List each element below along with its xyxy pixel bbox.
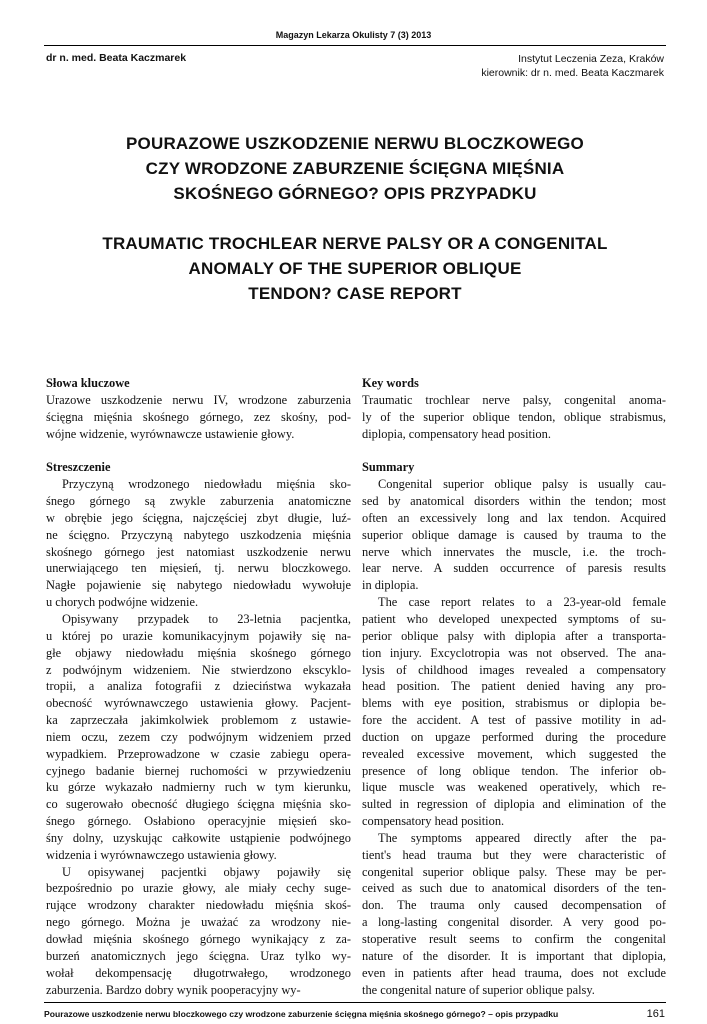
section-gap bbox=[362, 442, 666, 459]
right-column bbox=[362, 375, 666, 998]
text-line: śny dolny, uzyskując całkowite ustąpienie podwójnego bbox=[46, 830, 351, 845]
text-line: głe objawy niedowładu mięśnia skośnego górnego bbox=[46, 645, 351, 660]
text-line: tropii, a analiza fotografii z dzieciństwa wykazała bbox=[46, 679, 351, 694]
text-line: u chorych podwójne widzenie. bbox=[46, 595, 199, 610]
title-english-line: ANOMALY OF THE SUPERIOR OBLIQUE bbox=[188, 259, 522, 278]
text-line: tion injury. Excyclotropia was not observed. The ana- bbox=[362, 645, 666, 660]
text-line: blems with eye position, strabismus or diplopia be- bbox=[362, 696, 666, 711]
title-polish bbox=[50, 131, 660, 206]
text-line: often an excessively long and lax tendon. Acquired bbox=[362, 510, 666, 525]
keywords-line: ścięgna mięśnia skośnego górnego, zez skośny, pod- bbox=[46, 409, 351, 424]
summary-paragraph bbox=[46, 864, 351, 999]
affiliation-institute: Instytut Leczenia Zeza, Kraków bbox=[518, 53, 664, 65]
author-name: dr n. med. Beata Kaczmarek bbox=[46, 52, 187, 64]
text-line: w obrębie jego ścięgna, najczęściej zbyt długie, luź- bbox=[46, 510, 351, 525]
text-line: obecność wyrównawczego ustawienia głowy. Pacjent- bbox=[46, 696, 351, 711]
text-line: śnego górnego. Osłabiono operacyjnie mięsień sko- bbox=[46, 814, 351, 829]
running-title: Pourazowe uszkodzenie nerwu bloczkowego czy wrodzone zaburzenie ścięgna mięśnia skośnego górnego? – opis przypadku bbox=[44, 1009, 559, 1019]
title-polish-line: POURAZOWE USZKODZENIE NERWU BLOCZKOWEGO bbox=[126, 134, 584, 153]
text-line: bezpośrednio po urazie głowy, ale miały cechy suge- bbox=[46, 881, 351, 896]
text-line: The symptoms appeared directly after the pa- bbox=[378, 830, 666, 845]
text-line: co sugerowało obecność długiego ścięgna mięśnia sko- bbox=[46, 797, 351, 812]
text-line: wołał dekompensację długotrwałego, wrodzonego bbox=[46, 965, 351, 980]
keywords-heading: Słowa kluczowe bbox=[46, 376, 130, 390]
text-line: tient's head trauma but they were characteristic of bbox=[362, 847, 666, 862]
text-line: lysis of childhood images revealed a compensatory bbox=[362, 662, 666, 677]
text-line: duction on upgaze performed during the procedure bbox=[362, 729, 666, 744]
text-line: u której po urazie komunikacyjnym pojawiły się na- bbox=[46, 628, 351, 643]
text-line: congenital superior oblique palsy. These may be per- bbox=[362, 864, 666, 879]
text-line: nature of the disorder. It is important that diplopia, bbox=[362, 948, 666, 963]
text-line: The case report relates to a 23-year-old female bbox=[378, 595, 666, 610]
keywords-line: ly of the superior oblique tendon, oblique strabismus, bbox=[362, 409, 666, 424]
left-column bbox=[46, 375, 351, 998]
affiliation bbox=[481, 52, 664, 80]
text-line: ka zaprzeczała jakimkolwiek problemom z ustawie- bbox=[46, 713, 351, 728]
text-line: Nagłe pojawienie się nabytego niedowładu wywołuje bbox=[46, 578, 351, 593]
text-line: lique muscle was weakened operatively, which re- bbox=[362, 780, 666, 795]
text-line: sulted in regression of diplopia and elimination of the bbox=[362, 797, 666, 812]
text-line: U opisywanej pacjentki objawy pojawiły się bbox=[62, 864, 351, 879]
text-line: niem oczu, zezem czy podwójnym widzeniem przed bbox=[46, 729, 351, 744]
text-line: dowład mięśnia skośnego górnego wynikający z za- bbox=[46, 932, 351, 946]
text-line: Congenital superior oblique palsy is usually cau- bbox=[378, 477, 666, 492]
text-line: skośnego górnego jest natomiast uszkodzenie nerwu bbox=[46, 544, 351, 559]
summary-heading: Summary bbox=[362, 460, 415, 475]
text-line: presence of long oblique tendon. The inferior ob- bbox=[362, 763, 666, 778]
text-line: a long-lasting congenital disorder. A very good po- bbox=[362, 915, 666, 930]
text-line: ne ścięgno. Przyczyną nabytego uszkodzenia mięśnia bbox=[46, 527, 351, 542]
text-line: nego górnego. Można je uważać za wrodzony nie- bbox=[46, 915, 351, 930]
summary-paragraph bbox=[46, 476, 351, 611]
footer-rule bbox=[44, 1002, 666, 1003]
summary-paragraph bbox=[362, 830, 666, 998]
summary-paragraph bbox=[46, 611, 351, 864]
title-english-line: TENDON? CASE REPORT bbox=[248, 284, 462, 303]
text-line: head position. The patient denied having any pro- bbox=[362, 679, 666, 694]
keywords-line: diplopia, compensatory head position. bbox=[362, 426, 551, 441]
text-line: wypadkiem. Przeprowadzone w czasie zabiegu opera- bbox=[46, 746, 351, 761]
title-english bbox=[50, 231, 660, 306]
keywords-line: Urazowe uszkodzenie nerwu IV, wrodzone zaburzenia bbox=[46, 392, 351, 407]
text-line: don. The trauma only caused decompensation of bbox=[362, 898, 666, 913]
affiliation-head: kierownik: dr n. med. Beata Kaczmarek bbox=[481, 67, 664, 79]
summary-paragraph bbox=[362, 594, 666, 830]
page-number: 161 bbox=[646, 1008, 665, 1020]
text-line: burzeń anatomicznych jego ścięgna. Uraz tylko wy- bbox=[46, 948, 351, 963]
text-line: compensatory head position. bbox=[362, 814, 505, 829]
text-line: zaburzenia. Bardzo dobry wynik pooperacyjny wy- bbox=[46, 982, 301, 997]
text-line: śnego górnego są zwykle zaburzenia anatomiczne bbox=[46, 494, 351, 509]
text-line: the congenital nature of superior oblique palsy. bbox=[362, 982, 595, 997]
text-line: nerve which innervates the muscle, i.e. the troch- bbox=[362, 544, 666, 559]
text-line: widzenia i wyrównawczego ustawienia głowy. bbox=[46, 847, 277, 862]
header-rule bbox=[44, 45, 666, 46]
title-english-line: TRAUMATIC TROCHLEAR NERVE PALSY OR A CONGENITAL bbox=[102, 234, 608, 253]
text-line: lear nerve. A sudden occurrence of paresis results bbox=[362, 561, 666, 576]
text-line: z podwójnym widzeniem. Nie stwierdzono ekscyklo- bbox=[46, 662, 351, 677]
keywords-heading: Key words bbox=[362, 376, 419, 390]
section-gap bbox=[46, 442, 351, 459]
text-line: unerwiającego ten mięsień, tj. nerwu bloczkowego. bbox=[46, 561, 351, 576]
summary-paragraph bbox=[362, 476, 666, 594]
text-line: sed by anatomical disorders within the tendon; most bbox=[362, 494, 666, 509]
text-line: patient who developed unexpected symptoms of su- bbox=[362, 611, 666, 626]
text-line: cyjnego badanie biernej ruchomości w przywiedzeniu bbox=[46, 763, 351, 778]
title-polish-line: CZY WRODZONE ZABURZENIE ŚCIĘGNA MIĘŚNIA bbox=[145, 159, 565, 178]
text-line: perior oblique palsy with diplopia after a transporta- bbox=[362, 628, 666, 643]
summary-heading: Streszczenie bbox=[46, 460, 111, 475]
text-line: fore the accident. A test of passive motility in ad- bbox=[362, 713, 666, 728]
text-line: Przyczyną wrodzonego niedowładu mięśnia sko- bbox=[62, 477, 351, 492]
text-line: stoperative result seems to confirm the congenital bbox=[362, 932, 666, 946]
text-line: superior oblique damage is caused by trauma to the bbox=[362, 527, 666, 542]
text-line: revealed excessive movement, which suggested the bbox=[362, 746, 666, 761]
text-line: ku górze wykazało nadmierny ruch w tym kierunku, bbox=[46, 780, 351, 795]
text-line: rujące wrodzony charakter niedowładu mięśnia skoś- bbox=[46, 898, 351, 913]
text-line: in diplopia. bbox=[362, 578, 419, 593]
title-polish-line: SKOŚNEGO GÓRNEGO? OPIS PRZYPADKU bbox=[173, 184, 537, 203]
keywords-line: wójne widzenie, wyrównawcze ustawienie głowy. bbox=[46, 426, 295, 441]
text-line: even in patients after head trauma, does not exclude bbox=[362, 965, 666, 980]
journal-header: Magazyn Lekarza Okulisty 7 (3) 2013 bbox=[275, 30, 432, 40]
keywords-line: Traumatic trochlear nerve palsy, congenital anoma- bbox=[362, 392, 666, 407]
text-line: Opisywany przypadek to 23-letnia pacjentka, bbox=[62, 611, 351, 626]
text-line: ceived as such due to anatomical disorders of the ten- bbox=[362, 881, 666, 896]
